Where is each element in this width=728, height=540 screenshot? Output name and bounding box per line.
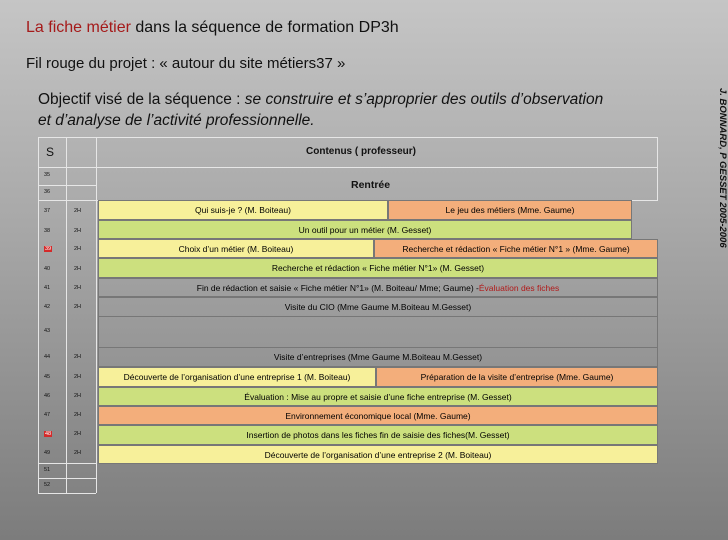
objective-italic: se construire et s’approprier des outils d’observation et d’analyse de l’activité professionnelle.: [38, 91, 604, 129]
week-number: 42: [44, 304, 51, 310]
week-number: 48: [45, 431, 52, 437]
activity-recherche-fiche: Recherche et rédaction « Fiche métier N°1 » (Mme. Gaume): [374, 239, 658, 258]
duration: 2H: [74, 246, 82, 252]
activity-decouverte-2: Découverte de l’organisation d’une entreprise 2 (M. Boiteau): [98, 445, 658, 464]
activity-environnement: Environnement économique local (Mme. Gaume): [98, 406, 658, 425]
week-number: 36: [44, 189, 51, 195]
activity-visite-entreprises: Visite d’entreprises (Mme Gaume M.Boiteau M.Gesset): [98, 347, 658, 367]
objective-prefix: Objectif visé de la séquence :: [38, 91, 245, 108]
activity-qui-suis-je: Qui suis-je ? (M. Boiteau): [98, 200, 388, 220]
duration: 2H: [74, 374, 82, 380]
week-number: 40: [44, 266, 51, 272]
week-number: 45: [44, 374, 51, 380]
duration: 2H: [74, 304, 82, 310]
week-number: 37: [44, 208, 51, 214]
activity-evaluation-text: Évaluation des fiches: [478, 282, 560, 293]
week-number: 49: [44, 450, 51, 456]
slide-subtitle: Fil rouge du projet : « autour du site métiers37 »: [26, 55, 346, 72]
week-number: 52: [44, 482, 51, 488]
week-number: 41: [44, 285, 51, 291]
activity-insertion-photos: Insertion de photos dans les fiches fin de saisie des fiches(M. Gesset): [98, 425, 658, 445]
duration: 2H: [74, 228, 82, 234]
duration: 2H: [74, 354, 82, 360]
week-number: 46: [44, 393, 51, 399]
week-number: 35: [44, 172, 51, 178]
activity-jeu-des-metiers: Le jeu des métiers (Mme. Gaume): [388, 200, 632, 220]
duration: 2H: [74, 431, 82, 437]
column-contenus-header: Contenus ( professeur): [306, 146, 417, 157]
week-number: 43: [44, 328, 51, 334]
rentree-label: Rentrée: [351, 179, 391, 191]
duration: 2H: [74, 393, 82, 399]
duration: 2H: [74, 208, 82, 214]
title-rest: dans la séquence de formation DP3h: [130, 19, 399, 36]
empty-row: [98, 317, 658, 347]
activity-outil-metier: Un outil pour un métier (M. Gesset): [98, 220, 632, 239]
week-number: 44: [44, 354, 51, 360]
objective-text: [38, 89, 618, 131]
week-number: 47: [44, 412, 51, 418]
activity-choix-metier: Choix d’un métier (M. Boiteau): [98, 239, 374, 258]
activity-visite-cio: Visite du CIO (Mme Gaume M.Boiteau M.Gesset): [98, 297, 658, 317]
activity-recherche-fiche-gesset: Recherche et rédaction « Fiche métier N°1» (M. Gesset): [98, 258, 658, 278]
activity-preparation-visite: Préparation de la visite d’entreprise (Mme. Gaume): [376, 367, 658, 387]
week-number: 38: [44, 228, 51, 234]
slide-title: [26, 19, 399, 37]
week-number: 51: [44, 467, 51, 473]
activity-fin-redaction: [98, 278, 658, 297]
activity-evaluation-fiche-entreprise: Évaluation : Mise au propre et saisie d’une fiche entreprise (M. Gesset): [98, 387, 658, 406]
activity-fin-redaction-text: Fin de rédaction et saisie « Fiche métier N°1» (M. Boiteau/ Mme; Gaume) -: [196, 282, 479, 293]
duration: 2H: [74, 285, 82, 291]
column-s-header: S: [46, 145, 55, 159]
vertical-credit: J. BONNARD, P GESSET 2005-2006: [717, 88, 728, 248]
week-number: 39: [45, 246, 52, 252]
duration: 2H: [74, 412, 82, 418]
activity-decouverte-1: Découverte de l’organisation d’une entreprise 1 (M. Boiteau): [98, 367, 376, 387]
duration: 2H: [74, 450, 82, 456]
duration: 2H: [74, 266, 82, 272]
title-highlight: La fiche métier: [26, 19, 131, 36]
